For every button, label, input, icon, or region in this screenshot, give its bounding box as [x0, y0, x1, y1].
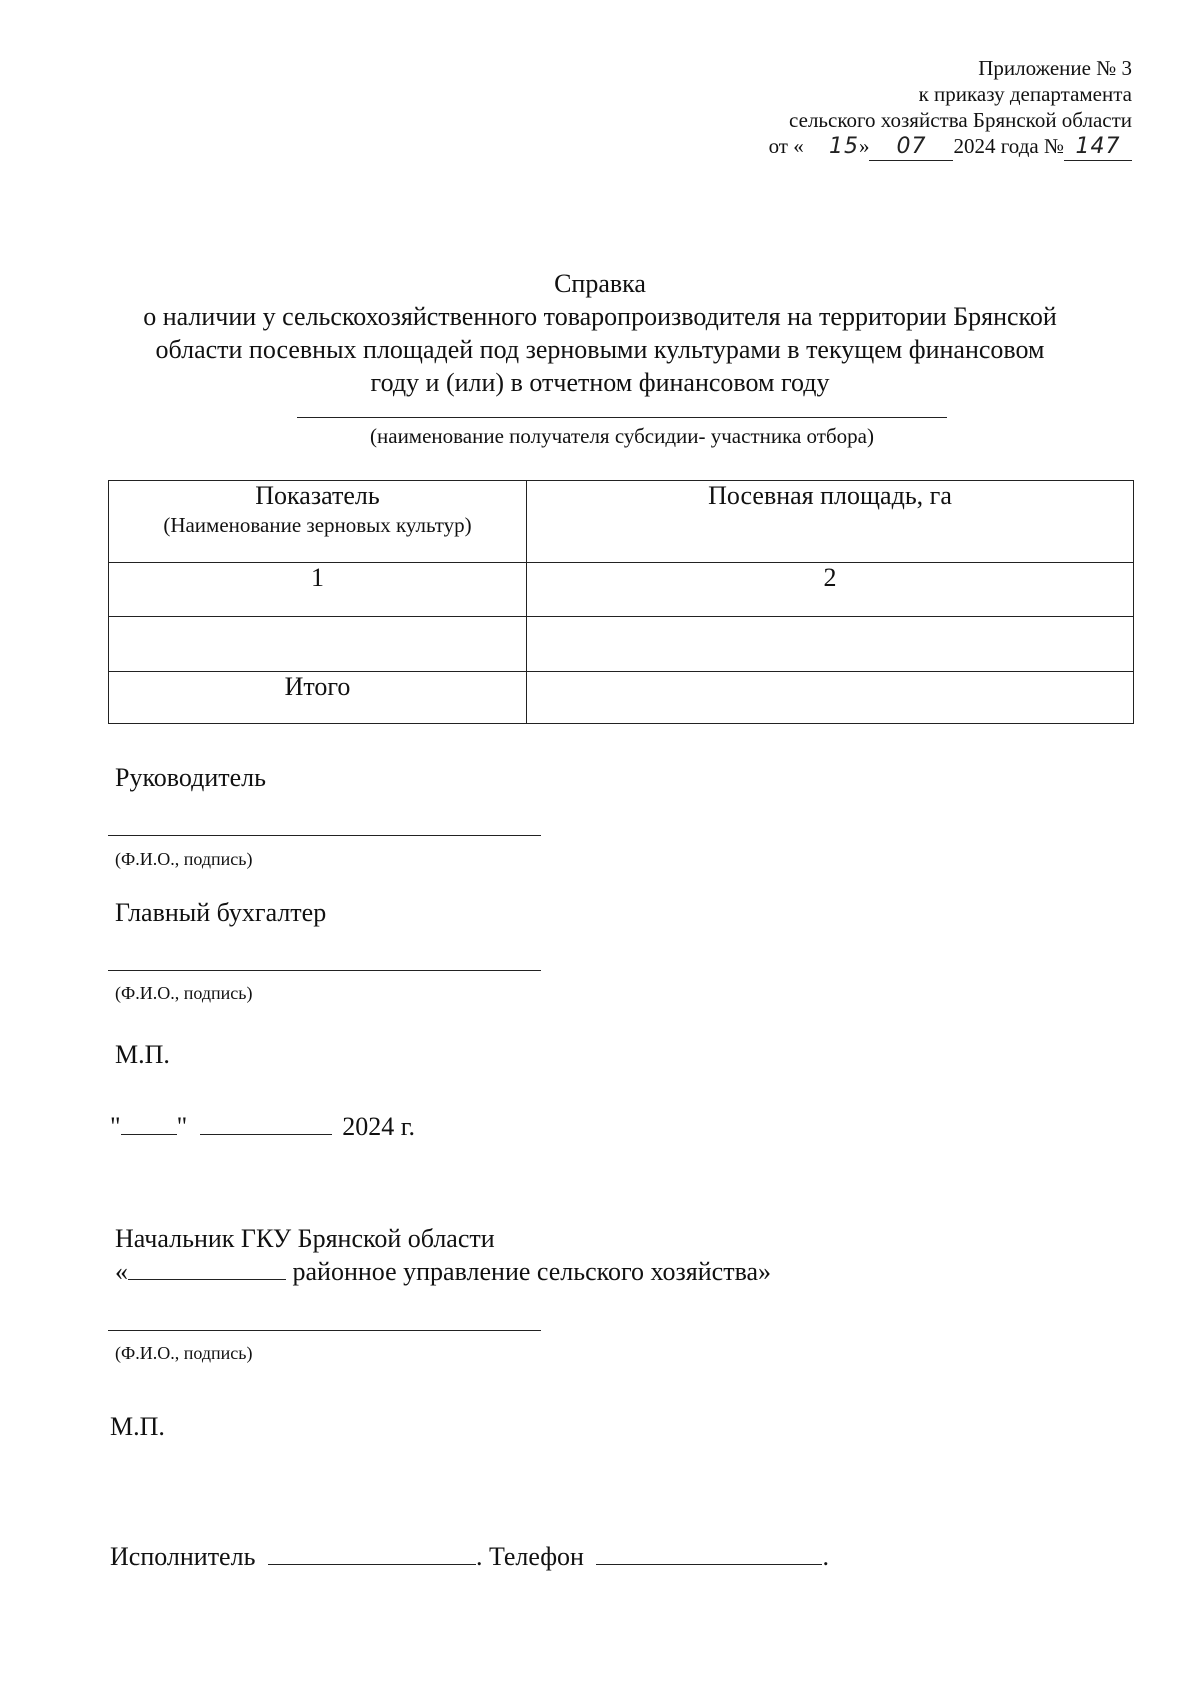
chief-accountant-label: Главный бухгалтер: [115, 898, 327, 927]
executor-line: [110, 1542, 829, 1572]
recipient-caption: (наименование получателя субсидии- участника отбора): [370, 424, 874, 448]
crop-area-table: [108, 480, 1134, 724]
header-indicator-cell: [109, 481, 527, 563]
date-year-text: 2024 года №: [953, 134, 1064, 158]
executor-label: Исполнитель: [110, 1542, 256, 1571]
handwritten-day: 15: [828, 134, 859, 159]
date-year: 2024 г.: [342, 1112, 415, 1141]
appendix-order-ref: к приказу департамента: [918, 82, 1132, 106]
column-number-1: 1: [109, 563, 527, 617]
appendix-header: [769, 55, 1132, 161]
column-number-2: 2: [527, 563, 1134, 617]
end-dot: .: [822, 1542, 829, 1571]
gku-district-field[interactable]: [128, 1257, 286, 1280]
appendix-date-line: [769, 133, 1132, 161]
date-prefix: от «: [768, 134, 804, 158]
table-header-row: [109, 481, 1134, 563]
document-subtitle-line-3: году и (или) в отчетном финансовом году: [370, 368, 830, 397]
document-subtitle-line-2: области посевных площадей под зерновыми культурами в текущем финансовом: [155, 335, 1045, 364]
date-quote-close-2: ": [176, 1112, 188, 1141]
date-quote-close: »: [858, 134, 870, 158]
table-number-row: [109, 563, 1134, 617]
crop-area-cell[interactable]: [527, 617, 1134, 672]
document-title: Справка: [554, 269, 646, 298]
gku-fio-caption: (Ф.И.О., подпись): [115, 1343, 253, 1363]
head-label: Руководитель: [115, 763, 266, 792]
header-area-label: Посевная площадь, га: [708, 481, 952, 510]
signing-date-line: [110, 1112, 415, 1142]
document-subtitle-line-1: о наличии у сельскохозяйственного товаропроизводителя на территории Брянской: [143, 302, 1057, 331]
phone-field[interactable]: [596, 1542, 822, 1565]
gku-office-name: районное управление сельского хозяйства»: [292, 1257, 772, 1286]
head-signature-line[interactable]: [108, 835, 541, 836]
date-quote-open: ": [110, 1112, 121, 1141]
appendix-department: сельского хозяйства Брянской области: [789, 108, 1132, 132]
crop-name-cell[interactable]: [109, 617, 527, 672]
executor-field[interactable]: [268, 1542, 476, 1565]
gku-quote-open: «: [115, 1257, 128, 1286]
stamp-place-2: М.П.: [110, 1412, 165, 1441]
header-indicator-label: Показатель: [255, 481, 380, 510]
phone-label: . Телефон: [475, 1542, 584, 1571]
head-fio-caption: (Ф.И.О., подпись): [115, 849, 253, 869]
gku-head-label: Начальник ГКУ Брянской области: [115, 1224, 495, 1253]
gku-office-line: [115, 1257, 771, 1287]
header-area-cell: [527, 481, 1134, 563]
total-value-cell[interactable]: [527, 672, 1134, 724]
chief-accountant-signature-line[interactable]: [108, 970, 541, 971]
table-total-row: [109, 672, 1134, 724]
handwritten-month: 07: [869, 134, 953, 161]
stamp-place-1: М.П.: [115, 1040, 170, 1069]
table-row: [109, 617, 1134, 672]
chief-accountant-fio-caption: (Ф.И.О., подпись): [115, 983, 253, 1003]
recipient-name-field[interactable]: [297, 417, 947, 418]
header-indicator-sublabel: (Наименование зерновых культур): [163, 513, 472, 537]
document-title-block: [100, 267, 1100, 399]
date-day-field[interactable]: [121, 1112, 177, 1135]
total-label-cell: Итого: [109, 672, 527, 724]
handwritten-order-number: 147: [1064, 134, 1132, 161]
appendix-title: Приложение № 3: [978, 56, 1132, 80]
date-month-field[interactable]: [200, 1112, 332, 1135]
gku-signature-line[interactable]: [108, 1330, 541, 1331]
